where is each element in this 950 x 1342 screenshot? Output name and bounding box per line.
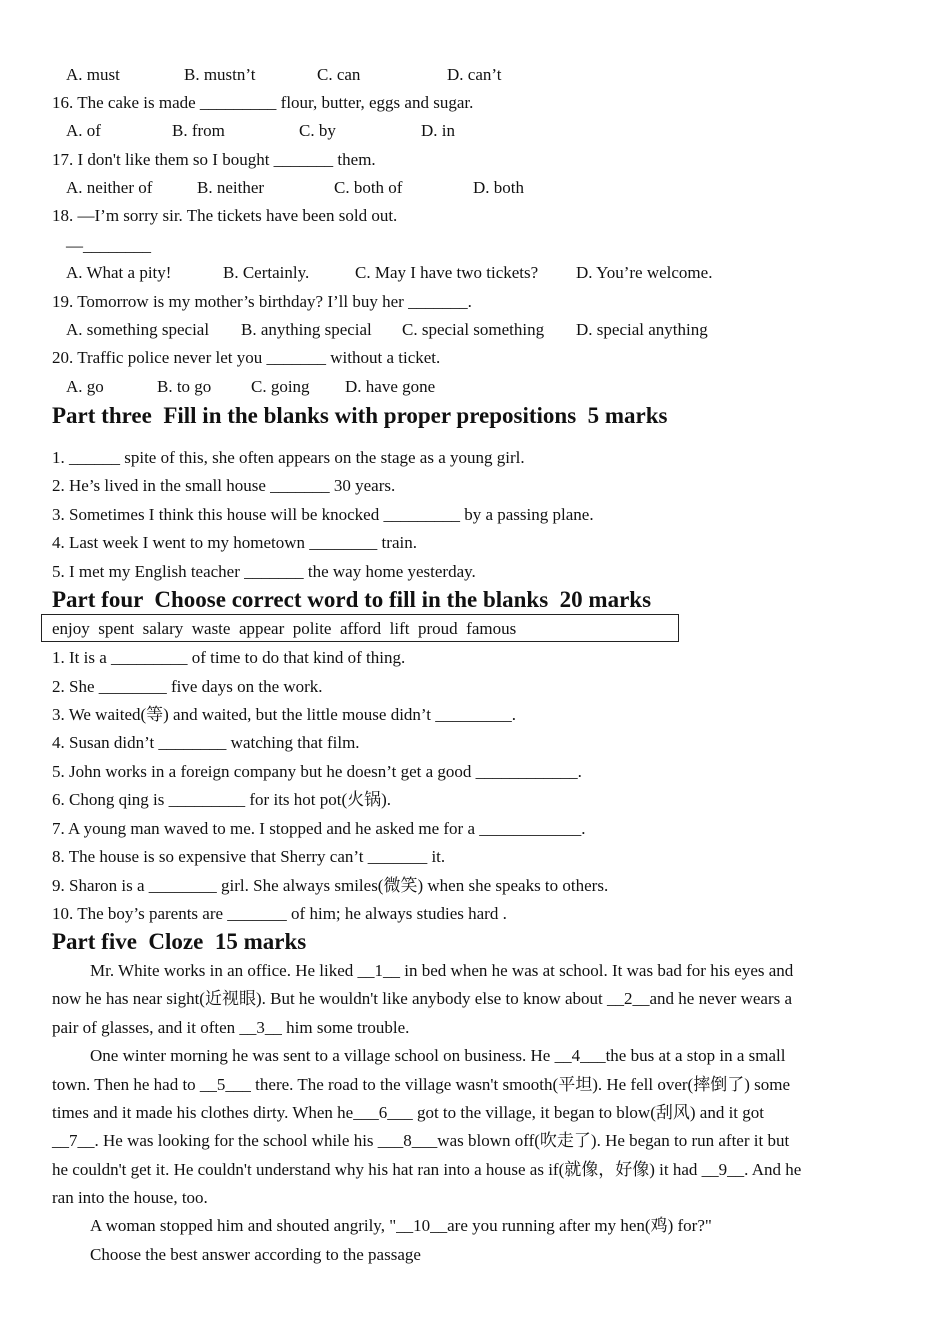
cloze-line: times and it made his clothes dirty. When he___6___ got to the village, it began to blow(刮风) and it got <box>52 1103 764 1122</box>
q18-option-a: A. What a pity! <box>66 263 172 282</box>
q16-question: 16. The cake is made _________ flour, butter, eggs and sugar. <box>52 93 474 112</box>
q18-reply-blank: —________ <box>66 236 151 255</box>
q19-option-d: D. special anything <box>576 320 708 339</box>
q17-question: 17. I don't like them so I bought _______ them. <box>52 150 376 169</box>
cloze-line: A woman stopped him and shouted angrily, "__10__are you running after my hen(鸡) for?" <box>90 1216 712 1235</box>
part3-item: 3. Sometimes I think this house will be knocked _________ by a passing plane. <box>52 505 594 524</box>
q18-option-c: C. May I have two tickets? <box>355 263 539 282</box>
cloze-line: he couldn't get it. He couldn't understand why his hat ran into a house as if(就像，好像) it had __9__. And he <box>52 1160 802 1179</box>
part4-item: 9. Sharon is a ________ girl. She always smiles(微笑) when she speaks to others. <box>52 876 609 895</box>
q15-option-d: D. can’t <box>447 65 502 84</box>
part4-item: 7. A young man waved to me. I stopped and he asked me for a ____________. <box>52 819 586 838</box>
part4-item: 10. The boy’s parents are _______ of him; he always studies hard . <box>52 904 507 923</box>
word-bank: enjoy spent salary waste appear polite afford lift proud famous <box>52 619 517 638</box>
q15-option-c: C. can <box>317 65 361 84</box>
q18-option-b: B. Certainly. <box>223 263 310 282</box>
part4-item: 5. John works in a foreign company but he doesn’t get a good ____________. <box>52 762 582 781</box>
q19-option-c: C. special something <box>402 320 545 339</box>
q19-option-a: A. something special <box>66 320 210 339</box>
q19-question: 19. Tomorrow is my mother’s birthday? I’ll buy her _______. <box>52 292 472 311</box>
part4-item: 4. Susan didn’t ________ watching that film. <box>52 733 360 752</box>
q20-option-a: A. go <box>66 377 104 396</box>
q16-option-a: A. of <box>66 121 101 140</box>
part4-item: 1. It is a _________ of time to do that kind of thing. <box>52 648 406 667</box>
part3-item: 5. I met my English teacher _______ the way home yesterday. <box>52 562 476 581</box>
word-bank-box <box>41 614 679 642</box>
q20-question: 20. Traffic police never let you _______ without a ticket. <box>52 348 441 367</box>
part4-item: 3. We waited(等) and waited, but the little mouse didn’t _________. <box>52 705 517 724</box>
q20-option-d: D. have gone <box>345 377 436 396</box>
part-three-heading: Part three Fill in the blanks with proper prepositions 5 marks <box>52 403 668 428</box>
cloze-line: now he has near sight(近视眼). But he wouldn't like anybody else to know about __2__and he never wears a <box>52 989 793 1008</box>
cloze-line: town. Then he had to __5___ there. The road to the village wasn't smooth(平坦). He fell over(摔倒了) some <box>52 1075 790 1094</box>
q15-option-b: B. mustn’t <box>184 65 256 84</box>
part-four-heading: Part four Choose correct word to fill in the blanks 20 marks <box>52 587 652 612</box>
q17-option-a: A. neither of <box>66 178 153 197</box>
part4-item: 8. The house is so expensive that Sherry can’t _______ it. <box>52 847 446 866</box>
part3-item: 1. ______ spite of this, she often appears on the stage as a young girl. <box>52 448 525 467</box>
part3-item: 2. He’s lived in the small house _______ 30 years. <box>52 476 396 495</box>
part4-item: 2. She ________ five days on the work. <box>52 677 323 696</box>
q17-option-b: B. neither <box>197 178 265 197</box>
q15-option-a: A. must <box>66 65 120 84</box>
q20-option-b: B. to go <box>157 377 212 396</box>
q16-option-c: C. by <box>299 121 336 140</box>
q18-question: 18. —I’m sorry sir. The tickets have been sold out. <box>52 206 398 225</box>
q19-option-b: B. anything special <box>241 320 372 339</box>
part3-item: 4. Last week I went to my hometown ________ train. <box>52 533 417 552</box>
cloze-line: ran into the house, too. <box>52 1188 208 1207</box>
cloze-instruction: Choose the best answer according to the passage <box>90 1245 421 1264</box>
part4-item: 6. Chong qing is _________ for its hot pot(火锅). <box>52 790 392 809</box>
q18-option-d: D. You’re welcome. <box>576 263 713 282</box>
cloze-line: Mr. White works in an office. He liked __1__ in bed when he was at school. It was bad for his eyes and <box>90 961 794 980</box>
q20-option-c: C. going <box>251 377 310 396</box>
q17-option-d: D. both <box>473 178 524 197</box>
q16-option-d: D. in <box>421 121 455 140</box>
cloze-line: __7__. He was looking for the school while his ___8___was blown off(吹走了). He began to run after it but <box>52 1131 790 1150</box>
q16-option-b: B. from <box>172 121 225 140</box>
part-five-heading: Part five Cloze 15 marks <box>52 929 307 954</box>
cloze-line: One winter morning he was sent to a village school on business. He __4___the bus at a stop in a small <box>90 1046 786 1065</box>
cloze-line: pair of glasses, and it often __3__ him some trouble. <box>52 1018 410 1037</box>
q17-option-c: C. both of <box>334 178 403 197</box>
